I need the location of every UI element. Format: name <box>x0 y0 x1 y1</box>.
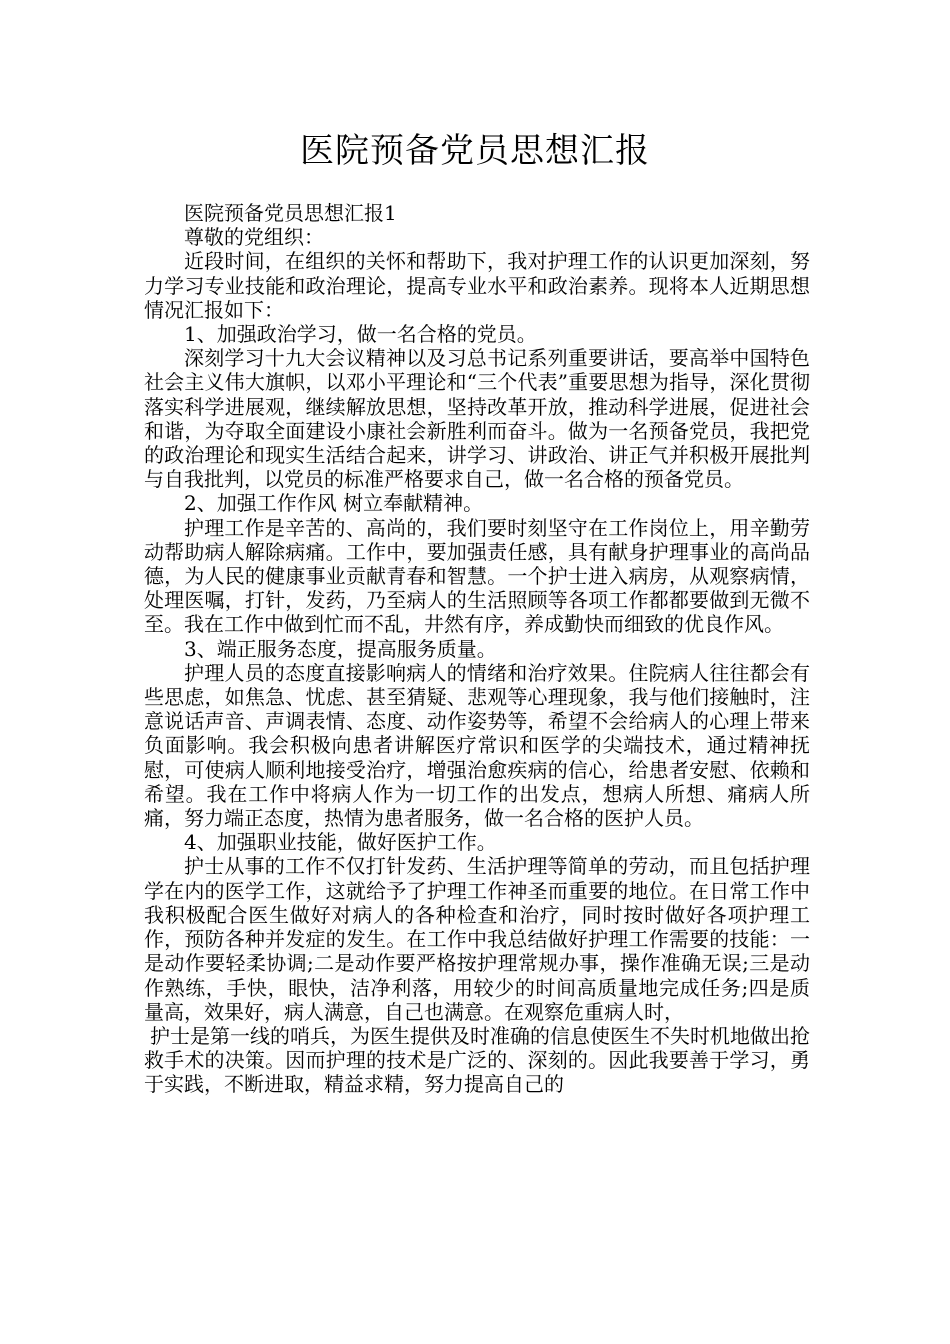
continuation-paragraph: 护士是第一线的哨兵，为医生提供及时准确的信息使医生不失时机地做出抢救手术的决策。因而护理的技术是广泛的、深刻的。因此我要善于学习，勇于实践，不断进取，精益求精，努力提高自己的 <box>144 1023 810 1097</box>
section-paragraph-2: 护理工作是辛苦的、高尚的，我们要时刻坚守在工作岗位上，用辛勤劳动帮助病人解除病痛。工作中，要加强责任感，具有献身护理事业的高尚品德，为人民的健康事业贡献青春和智慧。一个护士进入病房，从观察病情，处理医嘱，打针，发药，乃至病人的生活照顾等各项工作都都要做到无微不至。我在工作中做到忙而不乱，井然有序，养成勤快而细致的优良作风。 <box>144 515 810 637</box>
section-heading-2: 2、加强工作作风 树立奉献精神。 <box>184 491 484 516</box>
section-heading-1: 1、加强政治学习，做一名合格的党员。 <box>184 322 537 347</box>
salutation: 尊敬的党组织： <box>184 225 324 250</box>
document-body <box>144 201 810 1097</box>
intro-paragraph: 近段时间，在组织的关怀和帮助下，我对护理工作的认识更加深刻，努力学习专业技能和政治理论，提高专业水平和政治素养。现将本人近期思想情况汇报如下： <box>144 249 810 322</box>
section-paragraph-4: 护士从事的工作不仅打针发药、生活护理等简单的劳动，而且包括护理学在内的医学工作，这就给予了护理工作神圣而重要的地位。在日常工作中我积极配合医生做好对病人的各种检查和治疗，同时按时做好各项护理工作，预防各种并发症的发生。在工作中我总结做好护理工作需要的技能：一是动作要轻柔协调;二是动作要严格按护理常规办事，操作准确无误;三是动作熟练，手快，眼快，洁净利落，用较少的时间高质量地完成任务;四是质量高，效果好，病人满意，自己也满意。在观察危重病人时， <box>144 854 810 1024</box>
document-title: 医院预备党员思想汇报 <box>300 131 650 171</box>
section-paragraph-3: 护理人员的态度直接影响病人的情绪和治疗效果。住院病人往往都会有些思虑，如焦急、忧虑、甚至猜疑、悲观等心理现象，我与他们接触时，注意说话声音、声调表情、态度、动作姿势等，希望不会给病人的心理上带来负面影响。我会积极向患者讲解医疗常识和医学的尖端技术，通过精神抚慰，可使病人顺利地接受治疗，增强治愈疾病的信心，给患者安慰、依赖和希望。我在工作中将病人作为一切工作的出发点，想病人所想、痛病人所痛，努力端正态度，热情为患者服务，做一名合格的医护人员。 <box>144 660 810 831</box>
report-heading: 医院预备党员思想汇报1 <box>184 201 397 225</box>
section-heading-3: 3、端正服务态度，提高服务质量。 <box>184 636 497 661</box>
section-paragraph-1: 深刻学习十九大会议精神以及习总书记系列重要讲话，要高举中国特色社会主义伟大旗帜，以邓小平理论和“三个代表”重要思想为指导，深化贯彻落实科学进展观，继续解放思想，坚持改革开放，推动科学进展，促进社会和谐，为夺取全面建设小康社会新胜利而奋斗。做为一名预备党员，我把党的政治理论和现实生活结合起来，讲学习、讲政治、讲正气并积极开展批判与自我批判，以党员的标准严格要求自己，做一名合格的预备党员。 <box>144 346 810 492</box>
section-heading-4: 4、加强职业技能，做好医护工作。 <box>184 830 497 855</box>
